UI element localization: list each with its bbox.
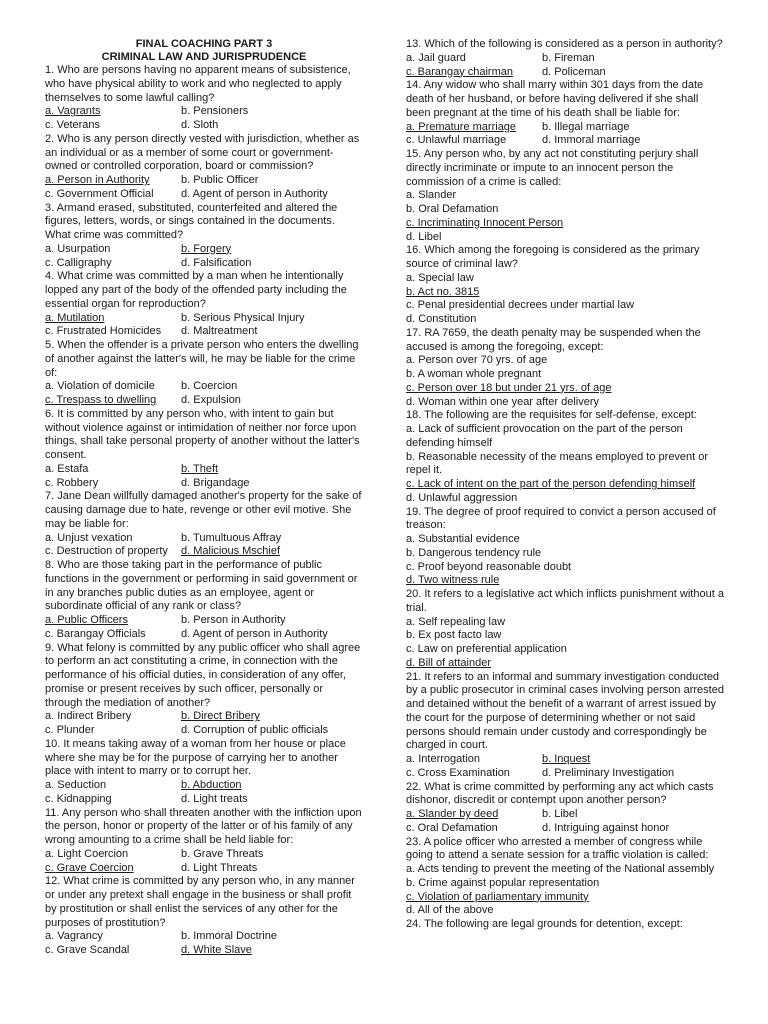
- answer-choice: b. Reasonable necessity of the means employed to prevent or repel it.: [406, 450, 709, 477]
- answer-choice: b. Crime against popular representation: [406, 876, 600, 889]
- choice-row: [45, 614, 363, 628]
- answer-choice: d. All of the above: [406, 904, 494, 917]
- answer-choice: b. Abduction: [181, 779, 242, 791]
- answer-choice: d. Sloth: [181, 119, 219, 131]
- answer-choice: a. Slander: [406, 189, 457, 202]
- choice-row: [45, 848, 363, 862]
- answer-choice: c. Robbery: [45, 476, 99, 489]
- choice-row: [45, 944, 363, 958]
- answer-choice: c. Incriminating Innocent Person: [406, 216, 564, 229]
- question-block: [45, 133, 363, 202]
- answer-choice: c. Lack of intent on the part of the person defending himself: [406, 478, 696, 490]
- answer-choice: c. Veterans: [45, 119, 101, 131]
- question-text: 7. Jane Dean willfully damaged another's property for the sake of causing damage due to hate, revenge or other evil motive. She may be liable for:: [45, 490, 362, 530]
- question-block: [406, 781, 724, 836]
- question-block: [406, 79, 724, 148]
- answer-choice: a. Seduction: [45, 779, 107, 791]
- choice-row: [406, 753, 724, 767]
- answer-choice: b. Coercion: [181, 380, 238, 393]
- choice-row: [45, 380, 363, 394]
- question-text: 22. What is crime committed by performing any act which casts dishonor, discredit or contempt upon another person?: [406, 780, 714, 807]
- answer-choice: c. Unlawful marriage: [406, 134, 507, 147]
- answer-choice: a. Slander by deed: [406, 808, 499, 820]
- question-block: [406, 409, 724, 505]
- choice-row: [45, 793, 363, 807]
- choice-row: [45, 545, 363, 559]
- document-subtitle: CRIMINAL LAW AND JURISPRUDENCE: [101, 51, 307, 63]
- choice-row: [45, 628, 363, 642]
- question-block: [45, 64, 363, 133]
- choice-row: [45, 312, 363, 326]
- answer-choice: d. Two witness rule: [406, 574, 500, 587]
- answer-choice: a. Mutilation: [45, 311, 105, 324]
- choice-row: [45, 862, 363, 876]
- answer-choice: a. Substantial evidence: [406, 533, 520, 545]
- answer-choice: c. Cross Examination: [406, 766, 510, 779]
- choice-row: [406, 66, 724, 80]
- answer-choice: a. Vagrancy: [45, 930, 103, 943]
- document-title: FINAL COACHING PART 3: [135, 38, 273, 50]
- answer-choice: b. Dangerous tendency rule: [406, 546, 542, 559]
- question-block: [45, 559, 363, 642]
- question-text: 16. Which among the foregoing is considered as the primary source of criminal law?: [406, 244, 700, 270]
- choice-row: [406, 808, 724, 822]
- answer-choice: a. Person in Authority: [45, 174, 150, 186]
- answer-choice: d. Agent of person in Authority: [181, 187, 328, 200]
- answer-choice: a. Indirect Bribery: [45, 710, 132, 723]
- answer-choice: a. Premature marriage: [406, 120, 517, 133]
- answer-choice: c. Destruction of property: [45, 545, 168, 558]
- question-text: 13. Which of the following is considered as a person in authority?: [406, 38, 723, 50]
- question-block: [45, 408, 363, 491]
- answer-choice: b. Act no. 3815: [406, 285, 480, 298]
- answer-choice: a. Interrogation: [406, 753, 480, 765]
- question-text: 4. What crime was committed by a man when he intentionally lopped any part of the body of the offended party including the essential organ for reproduction?: [45, 270, 347, 310]
- answer-choice: a. Estafa: [45, 462, 89, 475]
- answer-choice: c. Plunder: [45, 724, 95, 736]
- choice-row: [45, 532, 363, 546]
- answer-choice: d. Immoral marriage: [542, 134, 641, 147]
- answer-choice: b. Direct Bribery: [181, 710, 260, 723]
- question-text: 23. A police officer who arrested a member of congress while going to attend a senate session for a traffic violation is called:: [406, 835, 709, 862]
- answer-choice: b. Libel: [542, 808, 578, 820]
- answer-choice: b. Inquest: [542, 753, 591, 765]
- question-block: [406, 38, 724, 79]
- answer-choice: a. Jail guard: [406, 51, 466, 64]
- answer-choice: b. Person in Authority: [181, 614, 286, 626]
- choice-row: [45, 325, 363, 339]
- answer-choice: d. Bill of attainder: [406, 656, 491, 669]
- choice-row: [45, 394, 363, 408]
- question-text: 14. Any widow who shall marry within 301 days from the date death of her husband, or before having delivered if she shall been pregnant at the time of his death shall be liable for:: [406, 79, 704, 119]
- question-block: [406, 148, 724, 244]
- answer-choice: d. Light treats: [181, 792, 248, 805]
- choice-row: [45, 779, 363, 793]
- answer-choice: c. Government Official: [45, 187, 154, 200]
- choice-row: [45, 257, 363, 271]
- question-block: [406, 244, 724, 327]
- question-block: [406, 327, 724, 410]
- question-block: [406, 918, 724, 932]
- answer-choice: d. Intriguing against honor: [542, 821, 670, 834]
- answer-choice: a. Special law: [406, 271, 474, 284]
- question-text: 6. It is committed by any person who, with intent to gain but without violence against or intimidation of neither nor force upon things, shall take personal property of another without the latter's consent.: [45, 407, 360, 461]
- answer-choice: a. Acts tending to prevent the meeting of the National assembly: [406, 863, 715, 875]
- question-text: 1. Who are persons having no apparent means of subsistence, who have physical ability to work and who neglected to apply themselves to some lawful calling?: [45, 64, 351, 104]
- answer-choice: d. Brigandage: [181, 476, 250, 489]
- answer-choice: c. Violation of parliamentary immunity: [406, 890, 589, 903]
- answer-choice: b. Theft: [181, 462, 219, 475]
- answer-choice: d. Unlawful aggression: [406, 491, 518, 504]
- choice-row: [45, 174, 363, 188]
- choice-row: [406, 134, 724, 148]
- question-block: [45, 642, 363, 738]
- question-block: [45, 339, 363, 408]
- question-block: [45, 270, 363, 339]
- answer-choice: c. Frustrated Homicides: [45, 325, 162, 338]
- question-text: 3. Armand erased, substituted, counterfeited and altered the figures, letters, words, or sings contained in the documents. What crime was committed?: [45, 201, 338, 241]
- answer-choice: c. Grave Scandal: [45, 944, 130, 956]
- answer-choice: b. Serious Physical Injury: [181, 311, 305, 324]
- answer-choice: d. Preliminary Investigation: [542, 766, 675, 779]
- answer-choice: a. Usurpation: [45, 242, 111, 255]
- question-text: 9. What felony is committed by any public officer who shall agree to perform an act constituting a crime, in connection with the performance of his official duties, in consideration of any offer, promise or present receives by such officer, personally or through the mediation of another?: [45, 641, 361, 709]
- answer-choice: d. Malicious Mschief: [181, 545, 281, 558]
- answer-choice: b. Public Officer: [181, 174, 259, 186]
- answer-choice: d. Corruption of public officials: [181, 724, 329, 736]
- answer-choice: d. Maltreatment: [181, 325, 258, 338]
- answer-choice: b. A woman whole pregnant: [406, 368, 542, 380]
- answer-choice: d. Policeman: [542, 65, 606, 78]
- answer-choice: d. Woman within one year after delivery: [406, 395, 599, 408]
- answer-choice: d. Agent of person in Authority: [181, 627, 328, 640]
- answer-choice: a. Person over 70 yrs. of age: [406, 354, 548, 367]
- answer-choice: d. Constitution: [406, 313, 477, 325]
- question-text: 11. Any person who shall threaten another with the infliction upon the person, honor or property of the latter or of his family of any wrong amounting to a crime shall be held liable for:: [45, 806, 362, 846]
- question-text: 24. The following are legal grounds for detention, except:: [406, 918, 683, 930]
- answer-choice: d. Libel: [406, 230, 442, 243]
- question-block: [45, 875, 363, 958]
- choice-row: [45, 105, 363, 119]
- answer-choice: c. Barangay chairman: [406, 65, 513, 78]
- choice-row: [406, 767, 724, 781]
- answer-choice: c. Penal presidential decrees under martial law: [406, 299, 635, 312]
- question-text: 12. What crime is committed by any person who, in any manner or under any pretext shall engage in the business or shall profit by prostitution or shall enlist the services of any other for the purposes of prostitution?: [45, 875, 355, 929]
- question-text: 18. The following are the requisites for self-defense, except:: [406, 409, 697, 422]
- answer-choice: b. Illegal marriage: [542, 120, 630, 133]
- question-text: 19. The degree of proof required to convict a person accused of treason:: [406, 505, 716, 532]
- answer-choice: d. Expulsion: [181, 394, 241, 406]
- choice-row: [406, 52, 724, 66]
- answer-choice: c. Trespass to dwelling: [45, 394, 157, 406]
- question-block: [45, 807, 363, 876]
- question-text: 17. RA 7659, the death penalty may be suspended when the accused is among the foregoing, except:: [406, 326, 701, 353]
- question-block: [406, 836, 724, 919]
- right-question-list: [406, 38, 724, 932]
- question-block: [45, 202, 363, 271]
- answer-choice: a. Unjust vexation: [45, 531, 133, 544]
- question-text: 20. It refers to a legislative act which inflicts punishment without a trial.: [406, 588, 724, 614]
- choice-row: [406, 121, 724, 135]
- question-block: [45, 738, 363, 807]
- answer-choice: a. Vagrants: [45, 105, 101, 118]
- left-question-list: [45, 64, 363, 958]
- answer-choice: d. White Slave: [181, 944, 252, 956]
- answer-choice: c. Law on preferential application: [406, 643, 567, 655]
- question-block: [406, 671, 724, 781]
- question-text: 8. Who are those taking part in the performance of public functions in the government or performing in said government or in any branches public duties as an employee, agent or subordinate official of any rank or class?: [45, 559, 358, 613]
- answer-choice: b. Grave Threats: [181, 847, 264, 860]
- answer-choice: c. Grave Coercion: [45, 861, 134, 874]
- choice-row: [45, 188, 363, 202]
- answer-choice: c. Proof beyond reasonable doubt: [406, 560, 572, 573]
- question-text: 2. Who is any person directly vested with jurisdiction, whether as an individual or as a member of some court or government-owned or controlled corporation, board or commission?: [45, 132, 360, 173]
- answer-choice: d. Light Threats: [181, 861, 258, 874]
- answer-choice: b. Tumultuous Affray: [181, 531, 282, 544]
- question-text: 5. When the offender is a private person who enters the dwelling of another against the latter's will, he may be liable for the crime of:: [45, 339, 359, 379]
- answer-choice: b. Immoral Doctrine: [181, 930, 277, 943]
- answer-choice: d. Falsification: [181, 256, 252, 269]
- answer-choice: b. Oral Defamation: [406, 203, 499, 215]
- question-text: 10. It means taking away of a woman from her house or place where she may be for the purpose of carrying her to another place with intent to marry or to corrupt her.: [45, 737, 346, 778]
- choice-row: [45, 710, 363, 724]
- question-text: 21. It refers to an informal and summary investigation conducted by a public prosecutor in criminal cases involving person arrested and detained without the benefit of a warrant of arrest issued by the court for the purpose of determining whether or not said persons should remain under custody and correspondingly be charged in court.: [406, 670, 724, 752]
- choice-row: [45, 724, 363, 738]
- answer-choice: b. Pensioners: [181, 105, 249, 118]
- answer-choice: b. Forgery: [181, 242, 232, 255]
- answer-choice: a. Light Coercion: [45, 847, 129, 860]
- choice-row: [45, 463, 363, 477]
- left-column: [45, 38, 363, 958]
- choice-row: [45, 477, 363, 491]
- answer-choice: a. Violation of domicile: [45, 380, 155, 393]
- answer-choice: a. Public Officers: [45, 614, 128, 626]
- answer-choice: a. Lack of sufficient provocation on the part of the person defending himself: [406, 423, 683, 449]
- question-block: [45, 490, 363, 559]
- choice-row: [45, 119, 363, 133]
- answer-choice: b. Ex post facto law: [406, 629, 502, 642]
- answer-choice: c. Calligraphy: [45, 256, 112, 269]
- answer-choice: c. Person over 18 but under 21 yrs. of age: [406, 381, 612, 394]
- right-column: [406, 38, 724, 932]
- question-text: 15. Any person who, by any act not constituting perjury shall directly incriminate or impute to an innocent person the commission of a crime is called:: [406, 148, 699, 188]
- answer-choice: a. Self repealing law: [406, 615, 506, 628]
- answer-choice: b. Fireman: [542, 51, 595, 64]
- answer-choice: c. Kidnapping: [45, 792, 112, 805]
- choice-row: [45, 930, 363, 944]
- answer-choice: c. Oral Defamation: [406, 821, 498, 834]
- answer-choice: c. Barangay Officials: [45, 627, 146, 640]
- question-block: [406, 588, 724, 671]
- choice-row: [45, 243, 363, 257]
- choice-row: [406, 822, 724, 836]
- question-block: [406, 506, 724, 589]
